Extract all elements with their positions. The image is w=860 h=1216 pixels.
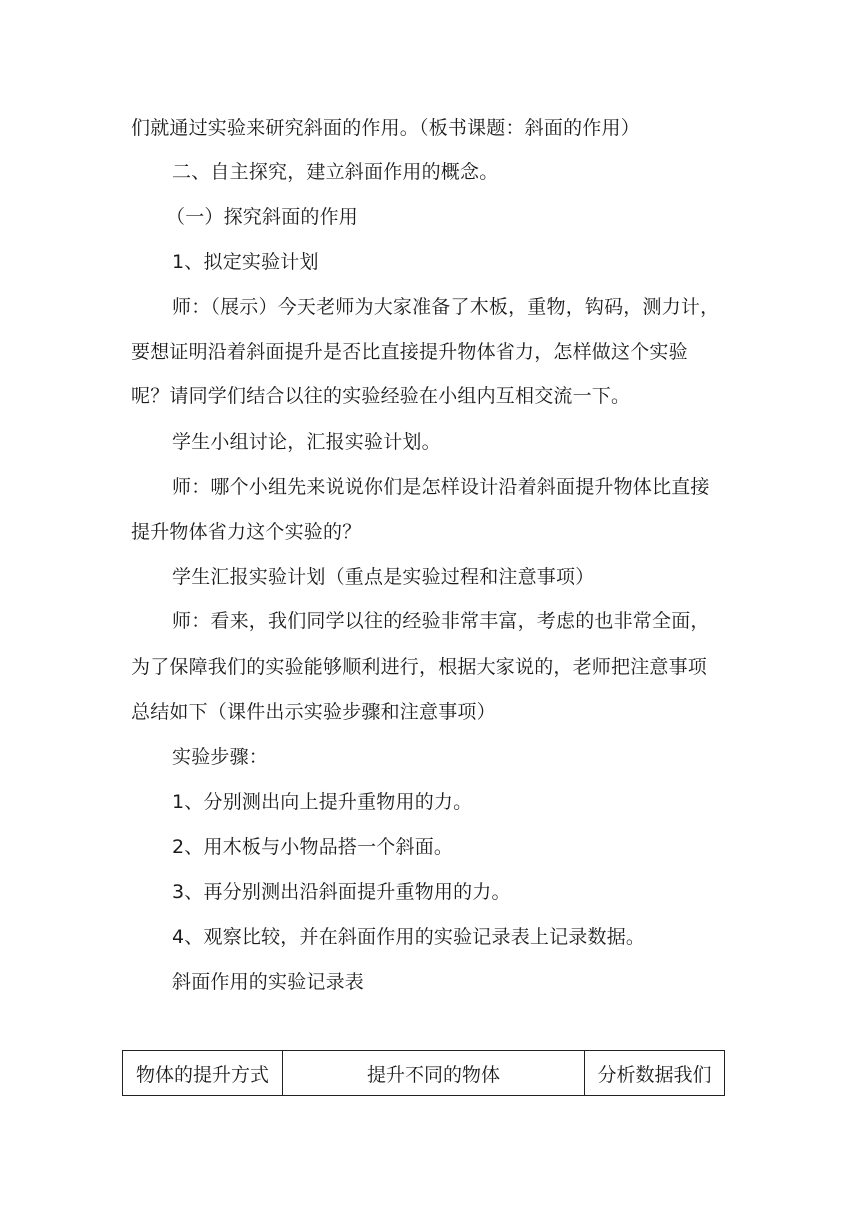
- step-item: 4、观察比较，并在斜面作用的实验记录表上记录数据。: [172, 926, 646, 948]
- subsection-heading: （一）探究斜面的作用: [166, 206, 359, 228]
- paragraph-line: 要想证明沿着斜面提升是否比直接提升物体省力，怎样做这个实验: [131, 341, 688, 363]
- record-table: [122, 1050, 725, 1096]
- steps-heading: 实验步骤：: [172, 746, 269, 768]
- section-heading: 二、自主探究，建立斜面作用的概念。: [172, 161, 499, 183]
- step-item: 2、用木板与小物品搭一个斜面。: [172, 836, 454, 858]
- paragraph-line: 师：看来，我们同学以往的经验非常丰富，考虑的也非常全面，: [172, 610, 710, 632]
- table-caption: 斜面作用的实验记录表: [172, 971, 365, 993]
- paragraph-line: 总结如下（课件出示实验步骤和注意事项）: [131, 701, 496, 723]
- table-header-row: [123, 1051, 725, 1096]
- table-header-cell: 物体的提升方式: [123, 1051, 283, 1096]
- table-header-cell: 分析数据我们: [585, 1051, 725, 1096]
- paragraph-line: 呢？请同学们结合以往的实验经验在小组内互相交流一下。: [131, 385, 631, 407]
- paragraph-line: 学生小组讨论，汇报实验计划。: [172, 431, 441, 453]
- table-header-cell: 提升不同的物体: [283, 1051, 585, 1096]
- paragraph-line: 学生汇报实验计划（重点是实验过程和注意事项）: [172, 566, 595, 588]
- paragraph-line: 提升物体省力这个实验的？: [131, 521, 362, 543]
- step-heading: 1、拟定实验计划: [172, 251, 319, 273]
- step-item: 1、分别测出向上提升重物用的力。: [172, 791, 473, 813]
- paragraph-line: 为了保障我们的实验能够顺利进行，根据大家说的，老师把注意事项: [131, 656, 708, 678]
- step-item: 3、再分别测出沿斜面提升重物用的力。: [172, 881, 511, 903]
- paragraph-line: 师：（展示）今天老师为大家准备了木板，重物，钩码，测力计，: [172, 296, 720, 318]
- paragraph-continuation: 们就通过实验来研究斜面的作用。（板书课题：斜面的作用）: [131, 117, 640, 139]
- paragraph-line: 师：哪个小组先来说说你们是怎样设计沿着斜面提升物体比直接: [172, 476, 710, 498]
